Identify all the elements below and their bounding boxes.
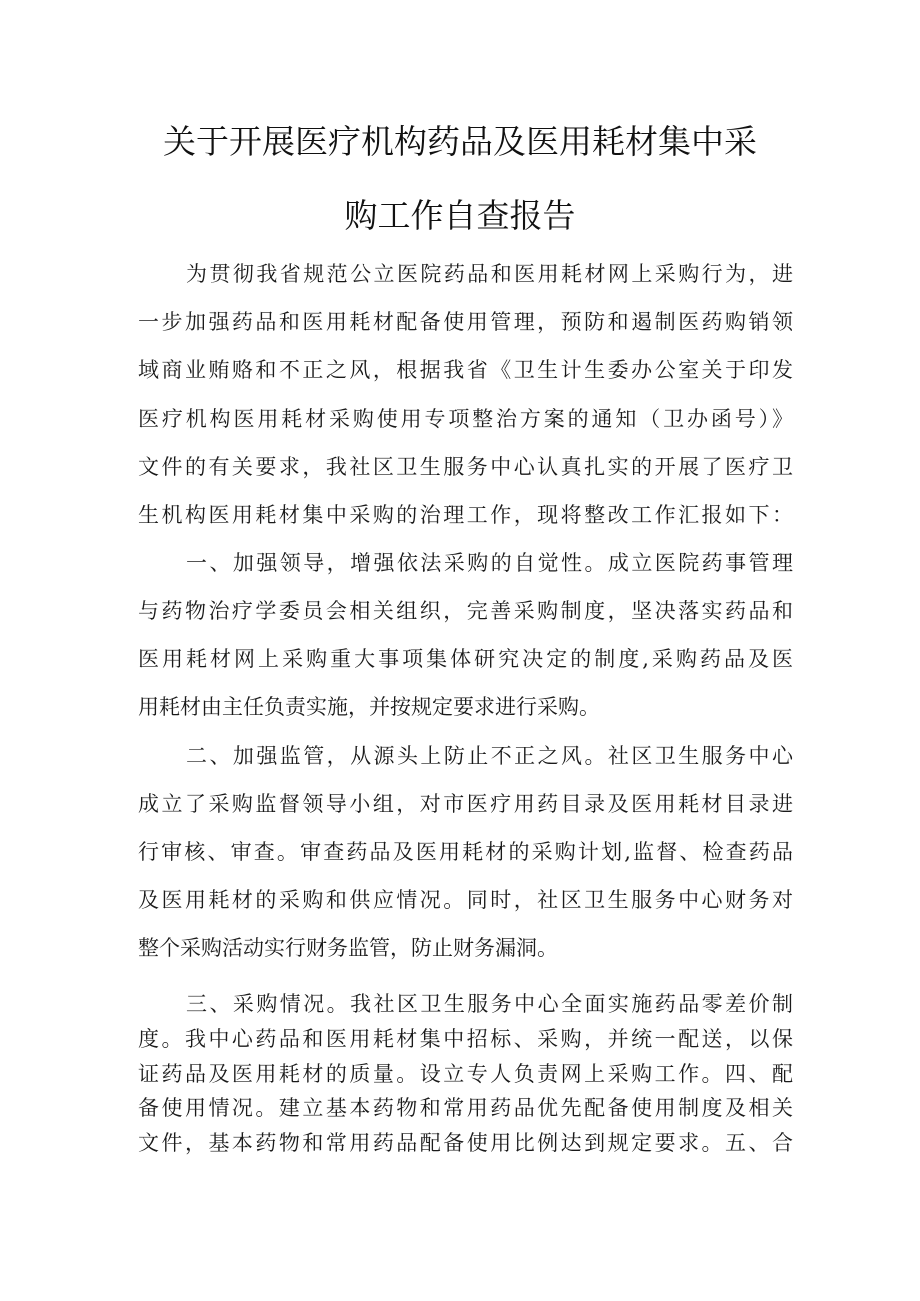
paragraph-2-line-2: 与药物治疗学委员会相关组织，完善采购制度，坚决落实药品和 [138, 599, 793, 623]
paragraph-3-line-3: 行审核、审查。审查药品及医用耗材的采购计划,监督、检查药品 [138, 840, 793, 864]
paragraph-1-line-2: 一步加强药品和医用耗材配备使用管理，预防和遏制医药购销领 [138, 310, 793, 334]
paragraph-4-line-5: 文件，基本药物和常用药品配备使用比例达到规定要求。五、合 [138, 1131, 793, 1155]
paragraph-2-line-1: 一、加强领导，增强依法采购的自觉性。成立医院药事管理 [186, 551, 793, 575]
paragraph-1-line-3: 域商业贿赂和不正之风，根据我省《卫生计生委办公室关于印发 [138, 358, 793, 382]
paragraph-3-line-2: 成立了采购监督领导小组，对市医疗用药目录及医用耗材目录进 [138, 792, 793, 816]
paragraph-4-line-1: 三、采购情况。我社区卫生服务中心全面实施药品零差价制 [186, 992, 793, 1016]
paragraph-2-line-4: 用耗材由主任负责实施，并按规定要求进行采购。 [138, 695, 600, 719]
paragraph-1-line-5: 文件的有关要求，我社区卫生服务中心认真扎实的开展了医疗卫 [138, 455, 793, 479]
paragraph-1-line-1: 为贯彻我省规范公立医院药品和医用耗材网上采购行为，进 [186, 262, 793, 286]
paragraph-4-line-3: 证药品及医用耗材的质量。设立专人负责网上采购工作。四、配 [138, 1062, 793, 1086]
paragraph-2-line-3: 医用耗材网上采购重大事项集体研究决定的制度,采购药品及医 [138, 647, 793, 671]
paragraph-4-line-4: 备使用情况。建立基本药物和常用药品优先配备使用制度及相关 [138, 1096, 793, 1120]
paragraph-1-line-6: 生机构医用耗材集中采购的治理工作，现将整改工作汇报如下： [138, 503, 793, 527]
document-title-line-2: 购工作自查报告 [344, 196, 576, 235]
paragraph-1-line-4: 医疗机构医用耗材采购使用专项整治方案的通知（卫办函号）》 [138, 407, 793, 431]
document-title-line-1: 关于开展医疗机构药品及医用耗材集中采 [163, 122, 757, 161]
paragraph-3-line-5: 整个采购活动实行财务监管，防止财务漏洞。 [138, 936, 558, 960]
paragraph-4-line-2: 度。我中心药品和医用耗材集中招标、采购，并统一配送，以保 [138, 1027, 793, 1051]
paragraph-3-line-1: 二、加强监管，从源头上防止不正之风。社区卫生服务中心 [186, 744, 793, 768]
paragraph-3-line-4: 及医用耗材的采购和供应情况。同时，社区卫生服务中心财务对 [138, 888, 793, 912]
